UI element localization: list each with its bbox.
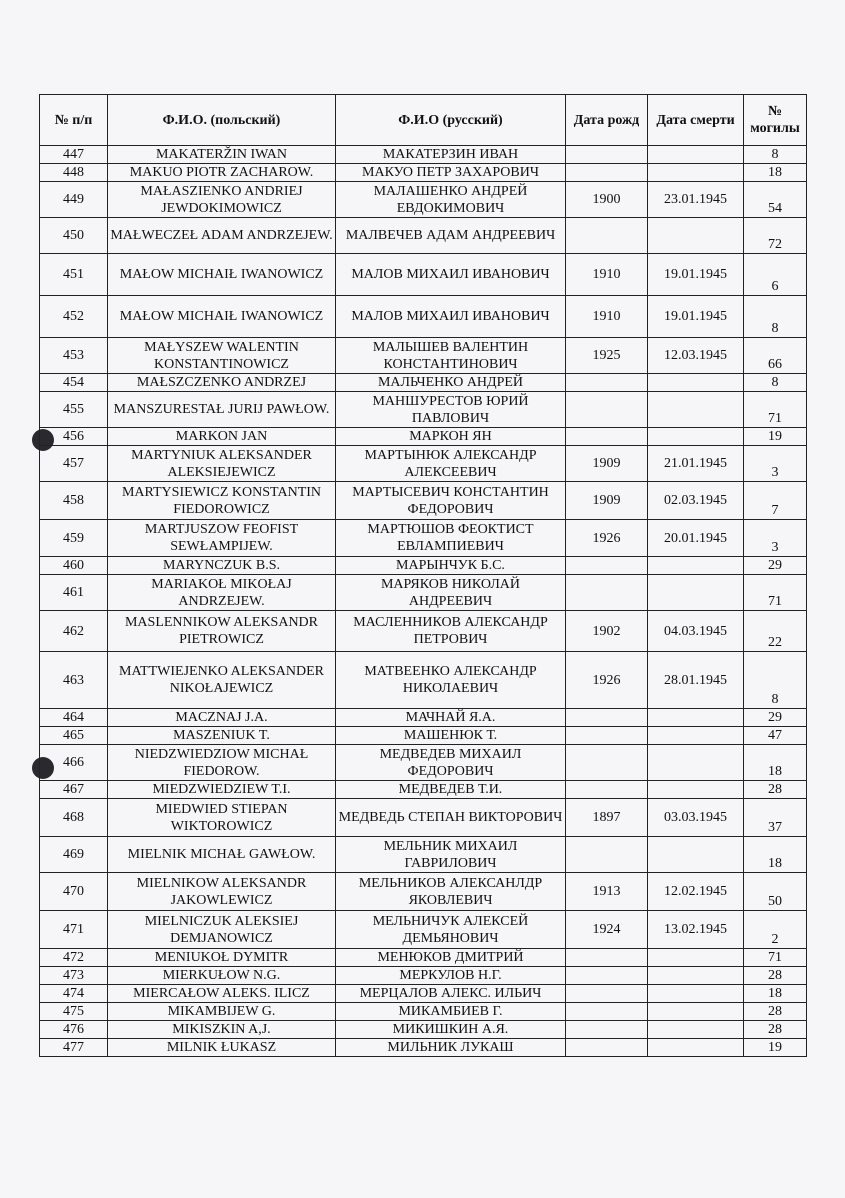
name-polish-cell: MAŁSZCZENKO ANDRZEJ	[108, 374, 336, 392]
row-number: 473	[40, 967, 108, 985]
row-number: 447	[40, 146, 108, 164]
birth-date-cell	[566, 967, 648, 985]
grave-number-cell: 71	[744, 392, 807, 428]
table-row	[40, 745, 807, 781]
grave-number-cell: 7	[744, 482, 807, 520]
table-row	[40, 482, 807, 520]
table-row	[40, 727, 807, 745]
row-number: 475	[40, 1003, 108, 1021]
name-russian-cell: МАШЕНЮК Т.	[336, 727, 566, 745]
birth-date-cell	[566, 557, 648, 575]
table-row	[40, 296, 807, 338]
name-polish-cell: MAKATERŽIN IWAN	[108, 146, 336, 164]
birth-date-cell: 1910	[566, 254, 648, 296]
name-russian-cell: МАСЛЕННИКОВ АЛЕКСАНДР ПЕТРОВИЧ	[336, 611, 566, 652]
death-date-cell	[648, 575, 744, 611]
row-number: 469	[40, 837, 108, 873]
death-date-cell: 03.03.1945	[648, 799, 744, 837]
table-row	[40, 392, 807, 428]
table-row	[40, 146, 807, 164]
grave-number-cell: 18	[744, 837, 807, 873]
row-number: 448	[40, 164, 108, 182]
table-row	[40, 428, 807, 446]
death-date-cell	[648, 709, 744, 727]
death-date-cell	[648, 727, 744, 745]
name-russian-cell: МАЛОВ МИХАИЛ ИВАНОВИЧ	[336, 296, 566, 338]
name-polish-cell: MENIUKOŁ DYMITR	[108, 949, 336, 967]
death-date-cell: 19.01.1945	[648, 254, 744, 296]
name-polish-cell: NIEDZWIEDZIOW MICHAŁ FIEDOROW.	[108, 745, 336, 781]
name-polish-cell: MIEDWIED STIEPAN WIKTOROWICZ	[108, 799, 336, 837]
grave-number-cell: 18	[744, 745, 807, 781]
birth-date-cell	[566, 164, 648, 182]
header-name-russian: Ф.И.О (русский)	[336, 95, 566, 146]
death-date-cell	[648, 164, 744, 182]
grave-number-cell: 71	[744, 949, 807, 967]
row-number: 476	[40, 1021, 108, 1039]
name-polish-cell: MIELNICZUK ALEKSIEJ DEMJANOWICZ	[108, 911, 336, 949]
name-polish-cell: MARTYNIUK ALEKSANDER ALEKSIEJEWICZ	[108, 446, 336, 482]
name-russian-cell: МЕРЦАЛОВ АЛЕКС. ИЛЬИЧ	[336, 985, 566, 1003]
death-date-cell: 13.02.1945	[648, 911, 744, 949]
birth-date-cell: 1909	[566, 446, 648, 482]
name-russian-cell: МАНШУРЕСТОВ ЮРИЙ ПАВЛОВИЧ	[336, 392, 566, 428]
table-row	[40, 911, 807, 949]
birth-date-cell	[566, 428, 648, 446]
name-russian-cell: МАЛЫШЕВ ВАЛЕНТИН КОНСТАНТИНОВИЧ	[336, 338, 566, 374]
grave-number-cell: 18	[744, 985, 807, 1003]
grave-number-cell: 18	[744, 164, 807, 182]
grave-number-cell: 66	[744, 338, 807, 374]
row-number: 467	[40, 781, 108, 799]
grave-number-cell: 6	[744, 254, 807, 296]
death-date-cell	[648, 949, 744, 967]
birth-date-cell	[566, 727, 648, 745]
grave-number-cell: 2	[744, 911, 807, 949]
death-date-cell: 28.01.1945	[648, 652, 744, 709]
row-number: 456	[40, 428, 108, 446]
birth-date-cell: 1925	[566, 338, 648, 374]
table-row	[40, 557, 807, 575]
row-number: 470	[40, 873, 108, 911]
name-polish-cell: MIELNIKOW ALEKSANDR JAKOWLEWICZ	[108, 873, 336, 911]
name-russian-cell: МАРТЮШОВ ФЕОКТИСТ ЕВЛАМПИЕВИЧ	[336, 520, 566, 557]
name-russian-cell: МАКУО ПЕТР ЗАХАРОВИЧ	[336, 164, 566, 182]
name-russian-cell: МЕЛЬНИК МИХАИЛ ГАВРИЛОВИЧ	[336, 837, 566, 873]
birth-date-cell: 1926	[566, 652, 648, 709]
death-date-cell: 04.03.1945	[648, 611, 744, 652]
birth-date-cell	[566, 745, 648, 781]
birth-date-cell: 1924	[566, 911, 648, 949]
birth-date-cell	[566, 781, 648, 799]
birth-date-cell	[566, 374, 648, 392]
table-body	[40, 146, 807, 1057]
grave-number-cell: 3	[744, 520, 807, 557]
table-row	[40, 1003, 807, 1021]
death-date-cell	[648, 374, 744, 392]
grave-number-cell: 22	[744, 611, 807, 652]
row-number: 468	[40, 799, 108, 837]
row-number: 464	[40, 709, 108, 727]
death-date-cell	[648, 1003, 744, 1021]
table-row	[40, 338, 807, 374]
row-number: 459	[40, 520, 108, 557]
birth-date-cell	[566, 1021, 648, 1039]
birth-date-cell	[566, 218, 648, 254]
header-birth-date: Дата рожд	[566, 95, 648, 146]
death-date-cell	[648, 837, 744, 873]
birth-date-cell	[566, 392, 648, 428]
name-russian-cell: МАТВЕЕНКО АЛЕКСАНДР НИКОЛАЕВИЧ	[336, 652, 566, 709]
grave-number-cell: 37	[744, 799, 807, 837]
name-russian-cell: МАКАТЕРЗИН ИВАН	[336, 146, 566, 164]
table-row	[40, 709, 807, 727]
grave-number-cell: 8	[744, 296, 807, 338]
grave-number-cell: 29	[744, 709, 807, 727]
birth-date-cell	[566, 1003, 648, 1021]
name-polish-cell: MIERKUŁOW N.G.	[108, 967, 336, 985]
birth-date-cell: 1910	[566, 296, 648, 338]
death-date-cell	[648, 967, 744, 985]
name-russian-cell: МАЛОВ МИХАИЛ ИВАНОВИЧ	[336, 254, 566, 296]
burial-roster-table	[39, 94, 807, 1057]
header-grave-number	[744, 95, 807, 146]
header-death-date: Дата смерти	[648, 95, 744, 146]
name-russian-cell: МЕЛЬНИКОВ АЛЕКСАНЛДР ЯКОВЛЕВИЧ	[336, 873, 566, 911]
table-row	[40, 611, 807, 652]
table-row	[40, 799, 807, 837]
header-number: № п/п	[40, 95, 108, 146]
grave-number-cell: 19	[744, 1039, 807, 1057]
grave-number-cell: 28	[744, 1021, 807, 1039]
name-russian-cell: МАЛВЕЧЕВ АДАМ АНДРЕЕВИЧ	[336, 218, 566, 254]
death-date-cell	[648, 985, 744, 1003]
table-row	[40, 520, 807, 557]
name-russian-cell: МЕДВЕДЬ СТЕПАН ВИКТОРОВИЧ	[336, 799, 566, 837]
row-number: 453	[40, 338, 108, 374]
row-number: 477	[40, 1039, 108, 1057]
death-date-cell	[648, 392, 744, 428]
name-russian-cell: МАЛАШЕНКО АНДРЕЙ ЕВДОКИМОВИЧ	[336, 182, 566, 218]
name-russian-cell: МАРТЫНЮК АЛЕКСАНДР АЛЕКСЕЕВИЧ	[336, 446, 566, 482]
death-date-cell	[648, 781, 744, 799]
table-row	[40, 218, 807, 254]
grave-number-cell: 19	[744, 428, 807, 446]
name-russian-cell: МЕНЮКОВ ДМИТРИЙ	[336, 949, 566, 967]
birth-date-cell	[566, 146, 648, 164]
row-number: 474	[40, 985, 108, 1003]
birth-date-cell	[566, 575, 648, 611]
table-row	[40, 164, 807, 182]
name-russian-cell: МАЧНАЙ Я.А.	[336, 709, 566, 727]
grave-number-cell: 50	[744, 873, 807, 911]
table-row	[40, 575, 807, 611]
name-polish-cell: MARIAKOŁ MIKOŁAJ ANDRZEJEW.	[108, 575, 336, 611]
grave-number-cell: 8	[744, 652, 807, 709]
table-row	[40, 1039, 807, 1057]
grave-number-cell: 47	[744, 727, 807, 745]
grave-number-cell: 54	[744, 182, 807, 218]
name-polish-cell: MARTJUSZOW FEOFIST SEWŁAMPIJEW.	[108, 520, 336, 557]
name-polish-cell: MASZENIUK T.	[108, 727, 336, 745]
name-polish-cell: MIKISZKIN A,J.	[108, 1021, 336, 1039]
header-grave-line2: могилы	[750, 121, 800, 136]
table-row	[40, 967, 807, 985]
death-date-cell	[648, 1021, 744, 1039]
header-grave-line1: №	[767, 104, 783, 119]
table-header-row	[40, 95, 807, 146]
name-russian-cell: МЕДВЕДЕВ МИХАИЛ ФЕДОРОВИЧ	[336, 745, 566, 781]
table-row	[40, 873, 807, 911]
name-polish-cell: MILNIK ŁUKASZ	[108, 1039, 336, 1057]
row-number: 457	[40, 446, 108, 482]
row-number: 472	[40, 949, 108, 967]
table-row	[40, 652, 807, 709]
row-number: 460	[40, 557, 108, 575]
name-polish-cell: MARTYSIEWICZ KONSTANTIN FIEDOROWICZ	[108, 482, 336, 520]
grave-number-cell: 71	[744, 575, 807, 611]
grave-number-cell: 72	[744, 218, 807, 254]
birth-date-cell: 1902	[566, 611, 648, 652]
row-number: 466	[40, 745, 108, 781]
name-russian-cell: МИЛЬНИК ЛУКАШ	[336, 1039, 566, 1057]
grave-number-cell: 28	[744, 781, 807, 799]
death-date-cell: 23.01.1945	[648, 182, 744, 218]
name-polish-cell: MAŁOW MICHAIŁ IWANOWICZ	[108, 296, 336, 338]
name-russian-cell: МЕЛЬНИЧУК АЛЕКСЕЙ ДЕМЬЯНОВИЧ	[336, 911, 566, 949]
table-row	[40, 949, 807, 967]
row-number: 451	[40, 254, 108, 296]
row-number: 462	[40, 611, 108, 652]
name-polish-cell: MASLENNIKOW ALEKSANDR PIETROWICZ	[108, 611, 336, 652]
name-russian-cell: МАРЯКОВ НИКОЛАЙ АНДРЕЕВИЧ	[336, 575, 566, 611]
birth-date-cell: 1900	[566, 182, 648, 218]
name-russian-cell: МЕДВЕДЕВ Т.И.	[336, 781, 566, 799]
death-date-cell	[648, 745, 744, 781]
death-date-cell: 12.03.1945	[648, 338, 744, 374]
death-date-cell	[648, 428, 744, 446]
row-number: 455	[40, 392, 108, 428]
name-polish-cell: MIKAMBIJEW G.	[108, 1003, 336, 1021]
name-polish-cell: MIERCAŁOW ALEKS. ILICZ	[108, 985, 336, 1003]
row-number: 449	[40, 182, 108, 218]
name-russian-cell: МАРЫНЧУК Б.С.	[336, 557, 566, 575]
name-polish-cell: MAŁASZIENKO ANDRIEJ JEWDOKIMOWICZ	[108, 182, 336, 218]
death-date-cell: 20.01.1945	[648, 520, 744, 557]
death-date-cell: 02.03.1945	[648, 482, 744, 520]
death-date-cell: 19.01.1945	[648, 296, 744, 338]
table-row	[40, 1021, 807, 1039]
table-row	[40, 781, 807, 799]
death-date-cell: 21.01.1945	[648, 446, 744, 482]
birth-date-cell	[566, 709, 648, 727]
row-number: 461	[40, 575, 108, 611]
row-number: 452	[40, 296, 108, 338]
name-russian-cell: МАРКОН ЯН	[336, 428, 566, 446]
table-row	[40, 182, 807, 218]
birth-date-cell: 1909	[566, 482, 648, 520]
header-name-polish: Ф.И.О. (польский)	[108, 95, 336, 146]
name-russian-cell: МАЛЬЧЕНКО АНДРЕЙ	[336, 374, 566, 392]
name-polish-cell: MAŁOW MICHAIŁ IWANOWICZ	[108, 254, 336, 296]
grave-number-cell: 28	[744, 967, 807, 985]
name-polish-cell: MARKON JAN	[108, 428, 336, 446]
grave-number-cell: 29	[744, 557, 807, 575]
name-polish-cell: MARYNCZUK B.S.	[108, 557, 336, 575]
table-row	[40, 446, 807, 482]
name-polish-cell: MAŁYSZEW WALENTIN KONSTANTINOWICZ	[108, 338, 336, 374]
name-polish-cell: MATTWIEJENKO ALEKSANDER NIKOŁAJEWICZ	[108, 652, 336, 709]
row-number: 463	[40, 652, 108, 709]
table-row	[40, 837, 807, 873]
table-row	[40, 985, 807, 1003]
birth-date-cell	[566, 837, 648, 873]
death-date-cell: 12.02.1945	[648, 873, 744, 911]
death-date-cell	[648, 1039, 744, 1057]
row-number: 450	[40, 218, 108, 254]
grave-number-cell: 28	[744, 1003, 807, 1021]
table-row	[40, 374, 807, 392]
name-polish-cell: MACZNAJ J.A.	[108, 709, 336, 727]
name-polish-cell: MIEDZWIEDZIEW T.I.	[108, 781, 336, 799]
birth-date-cell: 1913	[566, 873, 648, 911]
birth-date-cell: 1926	[566, 520, 648, 557]
death-date-cell	[648, 557, 744, 575]
name-polish-cell: MAŁWECZEŁ ADAM ANDRZEJEW.	[108, 218, 336, 254]
birth-date-cell	[566, 985, 648, 1003]
name-russian-cell: МИКИШКИН А.Я.	[336, 1021, 566, 1039]
table-row	[40, 254, 807, 296]
name-polish-cell: MIELNIK MICHAŁ GAWŁOW.	[108, 837, 336, 873]
grave-number-cell: 8	[744, 374, 807, 392]
row-number: 471	[40, 911, 108, 949]
birth-date-cell: 1897	[566, 799, 648, 837]
name-russian-cell: МЕРКУЛОВ Н.Г.	[336, 967, 566, 985]
name-polish-cell: MANSZURESTAŁ JURIJ PAWŁOW.	[108, 392, 336, 428]
row-number: 454	[40, 374, 108, 392]
name-russian-cell: МИКАМБИЕВ Г.	[336, 1003, 566, 1021]
name-polish-cell: MAKUO PIOTR ZACHAROW.	[108, 164, 336, 182]
birth-date-cell	[566, 1039, 648, 1057]
death-date-cell	[648, 146, 744, 164]
grave-number-cell: 3	[744, 446, 807, 482]
name-russian-cell: МАРТЫСЕВИЧ КОНСТАНТИН ФЕДОРОВИЧ	[336, 482, 566, 520]
row-number: 458	[40, 482, 108, 520]
death-date-cell	[648, 218, 744, 254]
birth-date-cell	[566, 949, 648, 967]
grave-number-cell: 8	[744, 146, 807, 164]
row-number: 465	[40, 727, 108, 745]
